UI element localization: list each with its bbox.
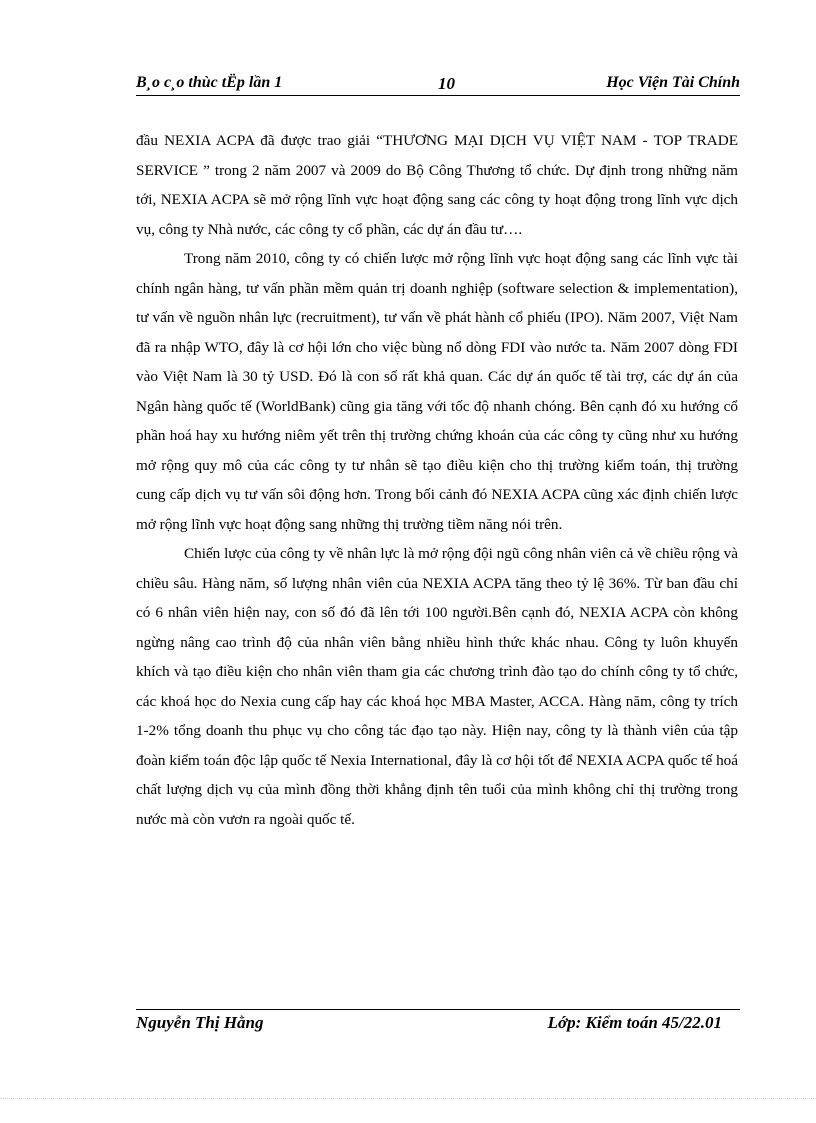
paragraph-strategy-2010: Trong năm 2010, công ty có chiến lược mở rộng lĩnh vực hoạt động sang các lĩnh vực tài chính ngân hàng, tư vấn phần mềm quản trị doanh nghiệp (software selection & implementation), tư vấn về nguồn nhân lực (recruitment), tư vấn về phát hành cổ phiếu (IPO). Năm 2007, Việt Nam đã ra nhập WTO, đây là cơ hội lớn cho việc bùng nổ dòng FDI vào nước ta. Năm 2007 dòng FDI vào Việt Nam là 30 tỷ USD. Đó là con số rất khả quan. Các dự án quốc tế tài trợ, các dự án của Ngân hàng quốc tế (WorldBank) cũng gia tăng với tốc độ nhanh chóng. Bên cạnh đó xu hướng cổ phần hoá hay xu hướng niêm yết trên thị trường chứng khoán của các công ty cũng như xu hướng mở rộng quy mô của các công ty tư nhân sẽ tạo điều kiện cho thị trường kiểm toán, thị trường cung cấp dịch vụ tư vấn sôi động hơn. Trong bối cảnh đó NEXIA ACPA cũng xác định chiến lược mở rộng lĩnh vực hoạt động sang những thị trường tiềm năng nói trên. [136,250,738,533]
header-report-title: B¸o c¸o thùc tËp lần 1 [136,74,283,91]
page-number: 10 [438,74,455,93]
page-footer [136,1013,740,1035]
footer-class: Lớp: Kiểm toán 45/22.01 [547,1013,722,1032]
footer-rule [136,1009,740,1010]
header-rule [136,95,740,96]
paragraph-human-resources: Chiến lược của công ty về nhân lực là mở rộng đội ngũ công nhân viên cả về chiều rộng và chiều sâu. Hàng năm, số lượng nhân viên của NEXIA ACPA tăng theo tỷ lệ 36%. Từ ban đầu chỉ có 6 nhân viên hiện nay, con số đó đã lên tới 100 người.Bên cạnh đó, NEXIA ACPA còn không ngừng nâng cao trình độ của nhân viên bằng nhiều hình thức khác nhau. Công ty luôn khuyến khích và tạo điều kiện cho nhân viên tham gia các chương trình đào tạo do chính công ty tổ chức, các khoá học do Nexia cung cấp hay các khoá học MBA Master, ACCA. Hàng năm, công ty trích 1-2% tổng doanh thu phục vụ cho công tác đạo tạo này. Hiện nay, công ty là thành viên của tập đoàn kiểm toán độc lập quốc tế Nexia International, đây là cơ hội tốt để NEXIA ACPA quốc tế hoá chất lượng dịch vụ của mình đồng thời khẳng định tên tuổi của mình không chỉ thị trường trong nước mà còn vươn ra ngoài quốc tế. [136,545,738,828]
page-header [136,74,740,94]
document-body [136,126,738,834]
header-institution: Học Viện Tài Chính [606,74,740,91]
paragraph-continuation: đầu NEXIA ACPA đã được trao giải “THƯƠNG MẠI DỊCH VỤ VIỆT NAM - TOP TRADE SERVICE ” trong 2 năm 2007 và 2009 do Bộ Công Thương tổ chức. Dự định trong những năm tới, NEXIA ACPA sẽ mở rộng lĩnh vực hoạt động sang các công ty hoạt động trong lĩnh vực dịch vụ, công ty Nhà nước, các công ty cổ phần, các dự án đầu tư…. [136,132,738,238]
footer-author: Nguyễn Thị Hằng [136,1013,264,1032]
page-edge-divider [0,1098,816,1099]
